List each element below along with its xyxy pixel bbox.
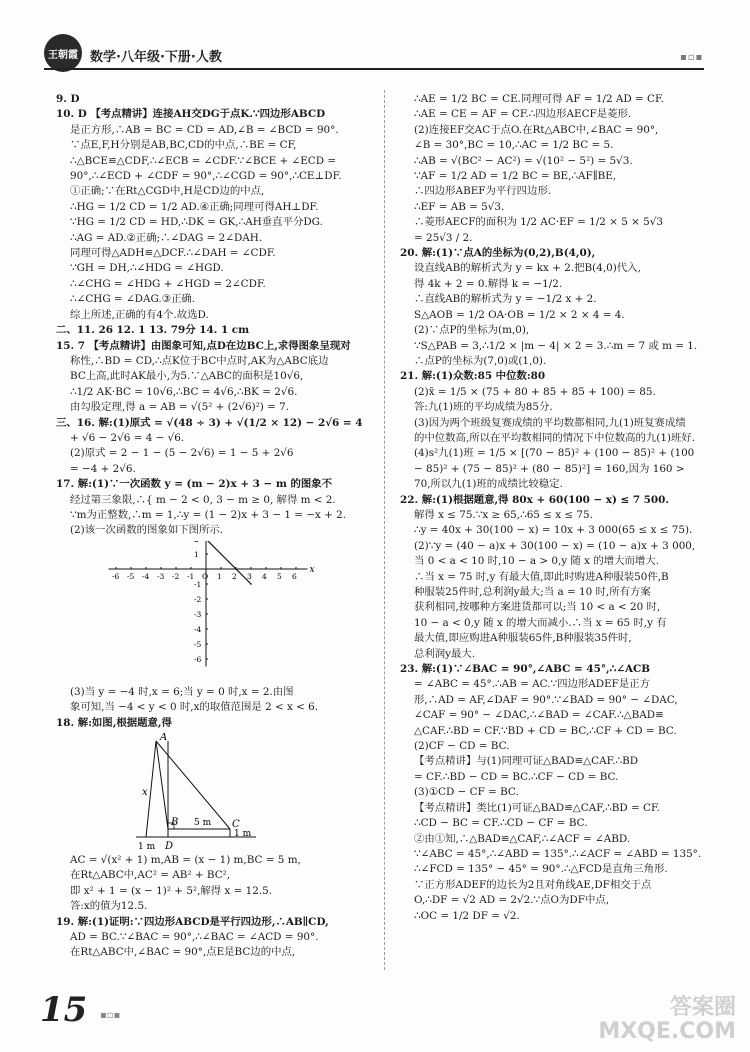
answer-line: ∴HG = 1/2 CD = 1/2 AD.④正确;同理可得AH⊥DF. [70,200,319,213]
answer-line: = 25√3 / 2. [414,231,473,244]
answer-line: △CAF.∴BD = CF.∵BD + CD = BC,∴CF + CD = BC. [414,724,677,737]
answer-line: ∵点E,F,H分别是AB,BC,CD的中点,∴BE = CF, [70,139,297,152]
x-tick-label: 1 [217,571,222,581]
answer-line: 由勾股定理,得 a = AB = √(5² + (2√6)²) = 7. [70,401,290,414]
x-tick-label: 4 [262,571,267,581]
answer-line: 即 x² + 1 = (x − 1)² + 5²,解得 x = 12.5. [70,884,273,897]
answer-line: 10 − a < 0,y 随 x 的增大而减小.∴当 x = 65 时,y 有 [414,616,667,629]
answer-line: ∵正方形ADEF的边长为2且对角线AE,DF相交于点 [414,878,652,891]
answer-line: 15. 7 【考点精讲】由图象可知,点D在边BC上,求得图象呈现对 [56,339,351,352]
x-tick-label: -3 [157,571,165,581]
answer-line: 的中位数高,所以在平均数相同的情况下中位数高的九(1)班好. [414,431,696,444]
answer-line: ∴当 x = 75 时,y 有最大值,即此时购进A种服装50件,B [414,570,669,583]
y-tick-label: -1 [194,579,202,589]
answer-line: BC上高,此时AK最小,为5.∵△ABC的面积是10√6, [70,370,304,383]
answer-line: (2)连接EF交AC于点O.在Rt△ABC中,∠BAC = 90°, [414,123,659,136]
answer-line: (2)∵点P的坐标为(m,0), [414,324,530,337]
x-tick-label: -2 [172,571,180,581]
answer-line: (2)该一次函数的图象如下图所示. [70,524,224,537]
ac-line [156,741,230,829]
answer-line: ∴∠CHG = ∠HDG + ∠HGD = 2∠CDF. [70,277,266,290]
answer-line: 答:九(1)班的平均成绩为85分. [414,401,553,414]
answer-line: (3)①CD − CF = BC. [414,786,519,799]
left-lines-2 [56,685,374,731]
answer-line: 解得 x ≤ 75.∵x ≥ 65,∴65 ≤ x ≤ 75. [414,508,593,521]
answer-line: 是正方形,∴AB = BC = CD = AD,∠B = ∠BCD = 90°. [70,123,339,136]
answer-line: 10. D 【考点精讲】连接AH交DG于点K.∵四边形ABCD [56,108,326,121]
y-tick-label: -5 [194,639,202,649]
answer-line: ∴AG = AD.②正确;∴∠DAG = 2∠DAH. [70,231,263,244]
answer-line: 三、16. 解:(1)原式 = √(48 ÷ 3) + √(1/2 × 12) − 2√6 = 4 [56,416,363,429]
ab-line [156,741,168,829]
left-lines-3 [56,853,374,961]
watermark [598,996,736,1044]
function-graph-svg [56,541,374,683]
answer-line: ∴AE = 1/2 BC = CE.同理可得 AF = 1/2 AD = CF. [414,93,664,105]
book-title: 数学·八年级·下册·人教 [90,50,222,65]
label-one-m-right: 1 m [234,829,252,839]
answer-line: 20. 解:(1)∵点A的坐标为(0,2),B(4,0), [400,247,596,260]
answer-line: 总利润y最大. [414,647,476,660]
answer-line: ∴y = 40x + 30(100 − x) = 10x + 3 000(65 ≤ x ≤ 75). [414,524,693,537]
label-five-m: 5 m [194,818,212,828]
answer-line: ∴四边形ABEF为平行四边形. [414,185,552,198]
x-tick-label: -1 [187,571,195,581]
y-tick-label [194,541,199,544]
answer-line: 17. 解:(1)∵一次函数 y = (m − 2)x + 3 − m 的图象不 [56,478,333,491]
answer-line: ∠CAF = 90° − ∠DAC,∴∠BAD = ∠CAF.∴△BAD≌ [414,709,664,722]
answer-line: ∴CD − BC = CF.∴CD − CF = BC. [414,817,588,830]
answer-line: = −4 + 2√6. [70,462,136,475]
answer-line: ∵HG = 1/2 CD = HD,∴DK = GK,∴AH垂直平分DG. [70,216,323,229]
answer-line: O,∴DF = √2 AD = 2√2.∵点O为DF中点, [414,894,610,907]
x-tick-label: O [202,571,209,581]
function-graph [56,541,374,683]
answer-line: 最大值,即应购进A种服装65件,B种服装35件时, [414,632,632,645]
answer-line: 当 0 < a < 10 时,10 − a > 0,y 随 x 的增大而增大. [414,555,659,568]
answer-line: ∵m为正整数,∴m = 1,∴y = (1 − 2)x + 3 − 1 = −x + 2. [70,508,347,521]
column-divider [384,90,385,970]
publisher-logo: 王朝霞 [44,34,82,72]
answer-line: 称性,∴BD = CD,∴点K位于BC中点时,AK为△ABC底边 [70,354,329,367]
y-tick-label: -3 [194,609,202,619]
answer-line: 90°,∴∠ECD + ∠CDF = 90°,∴∠CGD = 90°,∴CE⊥DF. [70,170,342,183]
answer-line: (2)∵y = (40 − a)x + 30(100 − x) = (10 − a)x + 3 000, [414,539,696,552]
answer-line: AC = √(x² + 1) m,AB = (x − 1) m,BC = 5 m, [70,854,301,866]
x-tick-label: -5 [127,571,135,581]
answer-line: (3)因为两个班级复赛成绩的平均数都相同,九(1)班复赛成绩 [414,416,686,429]
answer-line: (2)x̄ = 1/5 × (75 + 80 + 85 + 85 + 100) = 85. [414,385,656,398]
answer-line: S△AOB = 1/2 OA·OB = 1/2 × 2 × 4 = 4. [414,308,625,321]
x-tick-label: 6 [292,571,297,581]
answer-line: = ∠ABC = 45°.∴AB = AC.∵四边形ADEF是正方 [414,678,651,691]
header-rule [44,68,704,70]
page-number: 15 [40,990,88,1030]
answer-line: 70,所以九(1)班的成绩比较稳定. [414,478,563,491]
x-axis-label: x [309,564,315,575]
watermark-line-2: MXQE.COM [598,1019,736,1044]
answer-line: 19. 解:(1)证明:∵四边形ABCD是平行四边形,∴AB∥CD, [56,915,329,928]
page-number-decoration: ▪▫▪ [100,1010,121,1021]
answer-line: − 85)² + (75 − 85)² + (80 − 85)²] = 160,因为 160 > [414,462,685,475]
answer-line: ∴∠FCD = 135° − 45° = 90°.∴△FCD是直角三角形. [414,863,668,876]
answer-line: ∴△BCE≌△CDF,∴∠ECB = ∠CDF.∵∠BCE + ∠ECD = [70,154,337,167]
function-point [235,568,237,570]
answer-line: ∵S△PAB = 3,∴1/2 × |m − 4| × 2 = 3.∴m = 7 或 m = 1. [414,339,698,352]
answer-line: 综上所述,正确的有4个.故选D. [70,308,209,321]
answer-line: 在Rt△ABC中,∠BAC = 90°,点E是BC边的中点, [70,946,296,959]
answer-line: ∴EF = AB = 5√3. [414,200,505,213]
answer-line: (3)当 y = −4 时,x = 6;当 y = 0 时,x = 2.由图 [70,685,294,698]
y-tick-label: 1 [194,549,199,559]
label-one-m-left: 1 m [138,842,156,851]
right-lines [400,92,710,924]
right-column [400,92,710,924]
answer-line: (2)原式 = 2 − 1 − (5 − 2√6) = 1 − 5 + 2√6 [70,447,294,460]
answer-line: = CF.∴BD − CD = BC.∴CF − CD = BC. [414,770,619,783]
answer-line: ①正确;∵在Rt△CGD中,H是CD边的中点, [70,185,265,198]
function-point [250,583,252,585]
left-lines [56,92,374,539]
answer-line: 21. 解:(1)众数:85 中位数:80 [400,370,546,383]
answer-line: ∴直线AB的解析式为 y = −1/2 x + 2. [414,293,597,306]
x-tick-label: 3 [247,571,252,581]
label-x: x [142,787,148,798]
y-tick-label: -2 [194,594,202,604]
answer-line: 二、11. 26 12. 1 13. 79分 14. 1 cm [56,324,250,337]
answer-line: (4)s²九(1)班 = 1/5 × [(70 − 85)² + (100 − 85)² + (100 [414,447,695,460]
answer-line: 9. D [56,93,80,105]
answer-line: 22. 解:(1)根据题意,得 80x + 60(100 − x) ≤ 7 500. [400,493,669,506]
answer-line: 种服装25件时,总利润y最大;当 a = 10 时,所有方案 [414,586,651,598]
answer-line: ∵AF = 1/2 AD = 1/2 BC = BE,∴AF∥BE, [414,170,617,183]
answer-line: 答:x的值为12.5. [70,900,148,913]
answer-line: ②由①知,∴△BAD≌△CAF,∴∠ACF = ∠ABD. [414,832,631,845]
left-column [56,92,374,961]
answer-line: 形,∴AD = AF,∠DAF = 90°.∵∠BAD = 90° − ∠DAC, [414,693,678,706]
answer-line: ∴∠CHG = ∠DAG.③正确. [70,293,196,306]
answer-line: 同理可得△ADH≌△DCF.∴∠DAH = ∠CDF. [70,247,276,260]
label-d: D [165,841,174,851]
answer-line: + √6 − 2√6 = 4 − √6. [70,431,185,444]
answer-line: 设直线AB的解析式为 y = kx + 2.把B(4,0)代入, [414,262,641,275]
answer-line: 在Rt△ABC中,AC² = AB² + BC², [70,869,231,882]
x-tick-label: -4 [142,571,150,581]
triangle-svg [56,733,374,851]
answer-line: 23. 解:(1)∵∠BAC = 90°,∠ABC = 45°,∴∠ACB [400,663,651,676]
answer-line: 经过第三象限,∴{ m − 2 < 0, 3 − m ≥ 0, 解得 m < 2. [70,493,336,506]
answer-line: ∴OC = 1/2 DF = √2. [414,909,520,922]
triangle-figure [56,733,374,851]
answer-line: 【考点精讲】与(1)同理可证△BAD≌△CAF.∴BD [414,755,639,768]
header-decoration: ▪▫▪ [680,52,704,63]
y-tick-label: -4 [194,624,202,634]
answer-line: 18. 解:如图,根据题意,得 [56,716,172,729]
answer-line: 得 4k + 2 = 0.解得 k = −1/2. [414,277,563,290]
answer-line: 获利相同,按哪种方案进货都可以;当 10 < a < 20 时, [414,601,661,614]
answer-line: AD = BC.∵∠BAC = 90°,∴∠BAC = ∠ACD = 90°. [70,931,319,944]
answer-line: ∵∠ABC = 45°,∴∠ABD = 135°.∴∠ACF = ∠ABD = 135°. [414,847,702,860]
answer-line: ∠B = 30°,BC = 10,∴AC = 1/2 BC = 5. [414,139,614,152]
y-tick-label: -6 [194,654,202,664]
answer-line: 象可知,当 −4 < y < 0 时,x的取值范围是 2 < x < 6. [70,701,319,714]
x-tick-label: -6 [112,571,120,581]
x-tick-label: 5 [277,571,282,581]
answer-line: 【考点精讲】类比(1)可证△BAD≌△CAF,∴BD = CF. [414,801,660,814]
watermark-line-1: 答案圈 [669,995,736,1020]
answer-line: ∴菱形AECF的面积为 1/2 AC·EF = 1/2 × 5 × 5√3 [414,216,663,229]
label-b: B [171,817,179,828]
answer-line: ∴AB = √(BC² − AC²) = √(10² − 5²) = 5√3. [414,154,633,167]
answer-line: (2)CF − CD = BC. [414,740,510,753]
label-c: C [232,819,240,830]
answer-line: ∴1/2 AK·BC = 10√6,∴BC = 4√6,∴BK = 2√6. [70,385,298,398]
page-header [0,0,750,72]
label-a: A [160,733,168,743]
answer-line: ∵GH = DH,∴∠HDG = ∠HGD. [70,262,224,275]
answer-line: ∴点P的坐标为(7,0)或(1,0). [414,354,547,367]
answer-line: ∴AE = CE = AF = CF.∴四边形AECF是菱形. [414,108,632,121]
x-tick-label: 2 [232,571,237,581]
